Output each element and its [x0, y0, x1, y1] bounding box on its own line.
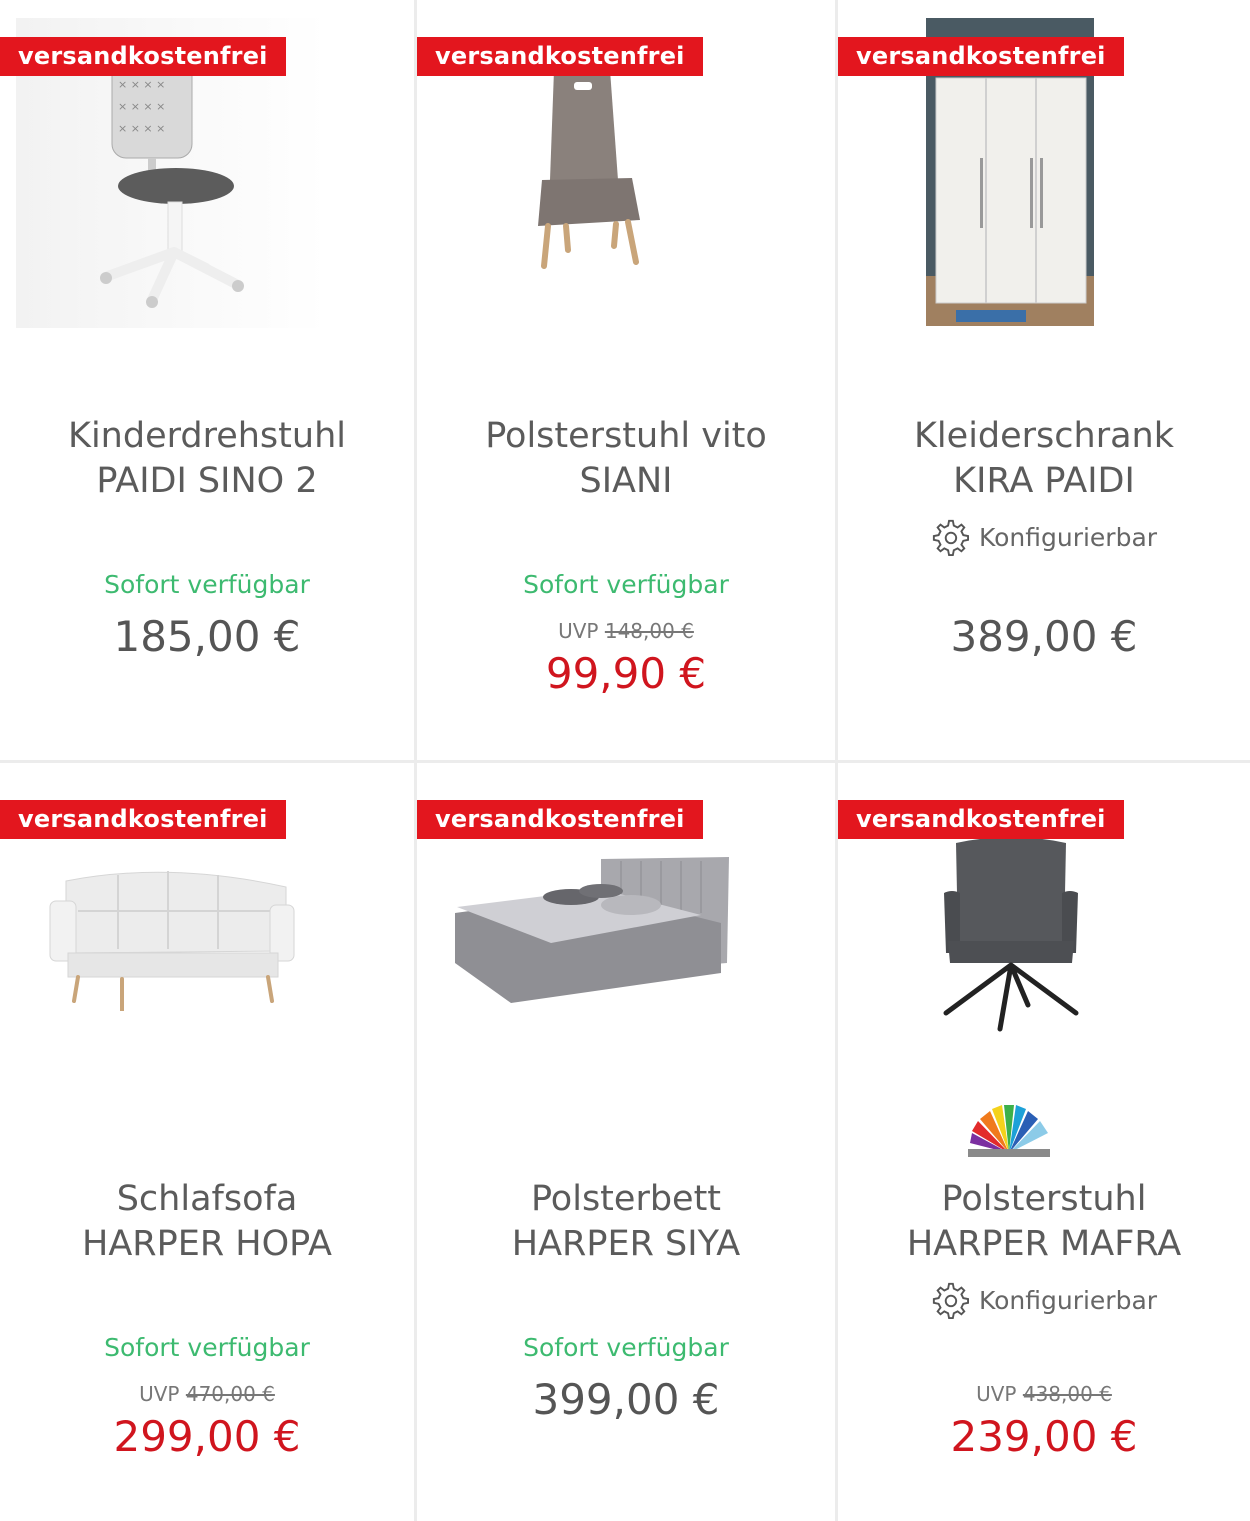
svg-text:× × × ×: × × × × — [118, 122, 166, 135]
free-shipping-badge: versandkostenfrei — [417, 800, 703, 839]
color-palette-icon — [964, 1103, 1054, 1159]
product-card-polsterstuhl-vito[interactable] — [417, 0, 838, 763]
product-title[interactable]: Kinderdrehstuhl PAIDI SINO 2 — [68, 416, 346, 501]
product-title[interactable]: Schlafsofa HARPER HOPA — [82, 1179, 332, 1264]
product-title[interactable]: Kleiderschrank KIRA PAIDI — [913, 416, 1175, 501]
configurable-label: Konfigurierbar — [978, 1285, 1158, 1315]
gear-icon — [931, 1281, 969, 1319]
product-title[interactable]: Polsterstuhl vito SIANI — [485, 416, 767, 501]
product-price: 399,00 € — [532, 1375, 720, 1424]
product-card-schlafsofa[interactable] — [0, 763, 417, 1521]
product-card-polsterbett[interactable] — [417, 763, 838, 1521]
free-shipping-badge: versandkostenfrei — [0, 800, 286, 839]
product-price: 185,00 € — [113, 612, 301, 661]
product-title[interactable]: Polsterbett HARPER SIYA — [511, 1179, 741, 1264]
free-shipping-badge: versandkostenfrei — [838, 800, 1124, 839]
configurable-indicator[interactable] — [838, 1281, 1250, 1319]
svg-text:× × × ×: × × × × — [118, 100, 166, 113]
uvp-price: UVP 148,00 € — [558, 619, 694, 643]
product-card-polsterstuhl-mafra[interactable] — [838, 763, 1250, 1521]
configurable-indicator[interactable] — [838, 518, 1250, 556]
upholstered-bed-icon — [451, 853, 741, 1013]
free-shipping-badge: versandkostenfrei — [0, 37, 286, 76]
gear-icon — [931, 518, 969, 556]
uvp-price: UVP 438,00 € — [976, 1382, 1112, 1406]
swivel-armchair-icon — [936, 833, 1086, 1043]
product-card-kleiderschrank[interactable] — [838, 0, 1250, 763]
svg-text:× × × ×: × × × × — [118, 78, 166, 91]
old-price: 470,00 € — [185, 1382, 275, 1406]
availability-status: Sofort verfügbar — [104, 1333, 310, 1362]
old-price: 148,00 € — [604, 619, 694, 643]
product-price: 389,00 € — [950, 612, 1138, 661]
free-shipping-badge: versandkostenfrei — [417, 37, 703, 76]
configurable-label: Konfigurierbar — [978, 522, 1158, 552]
product-card-kinderdrehstuhl[interactable] — [0, 0, 417, 763]
sale-price: 239,00 € — [950, 1412, 1138, 1461]
sale-price: 99,90 € — [545, 649, 707, 698]
availability-status: Sofort verfügbar — [523, 1333, 729, 1362]
product-title[interactable]: Polsterstuhl HARPER MAFRA — [906, 1179, 1182, 1264]
sofa-bed-icon — [48, 861, 298, 1011]
availability-status: Sofort verfügbar — [523, 570, 729, 599]
free-shipping-badge: versandkostenfrei — [838, 37, 1124, 76]
uvp-price: UVP 470,00 € — [139, 1382, 275, 1406]
availability-status: Sofort verfügbar — [104, 570, 310, 599]
sale-price: 299,00 € — [113, 1412, 301, 1461]
old-price: 438,00 € — [1022, 1382, 1112, 1406]
